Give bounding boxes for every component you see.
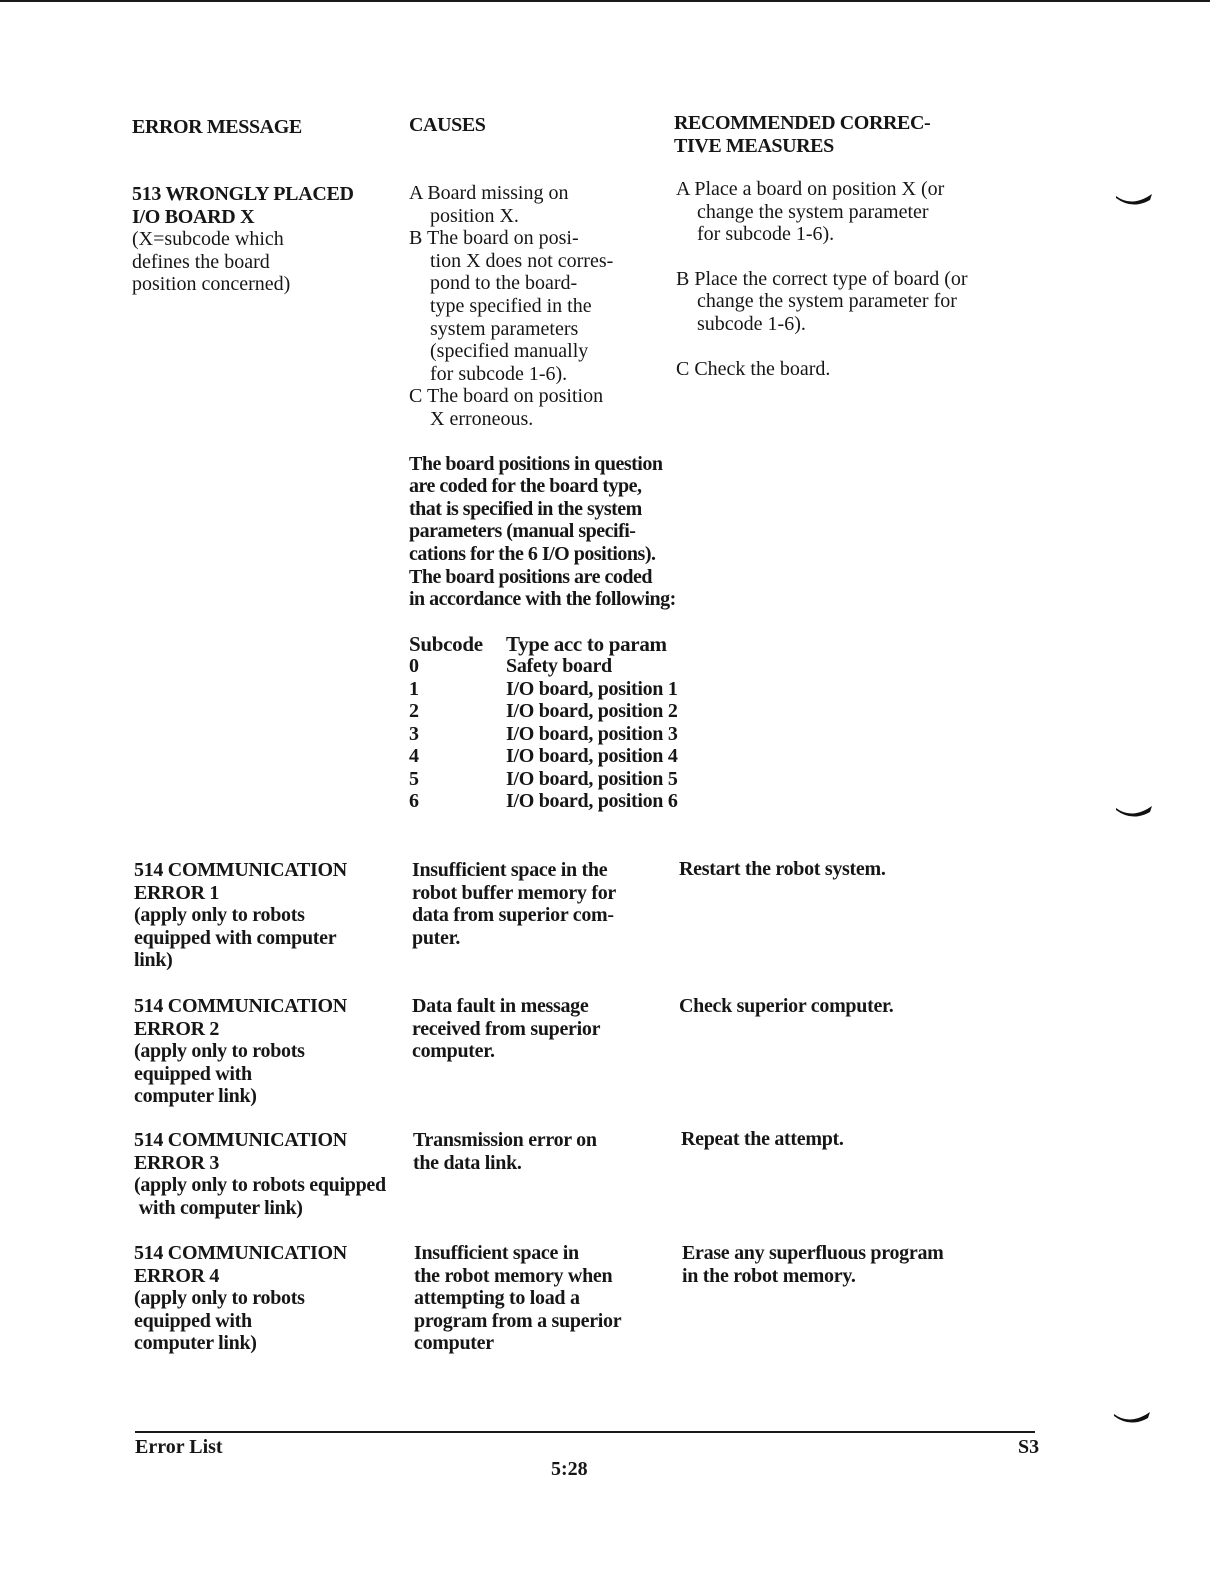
subcode-cell: 0 <box>409 655 419 678</box>
error-513-causes <box>409 182 678 813</box>
error-514-1-message <box>134 859 347 972</box>
cause-l1: Insufficient space in the <box>412 859 608 881</box>
cause-a-l1: A Board missing on <box>409 182 569 204</box>
table-row <box>409 790 678 813</box>
error-514-3-measures <box>681 1128 844 1151</box>
error-514-3-title-l2: ERROR 3 <box>134 1151 220 1174</box>
table-row <box>409 768 678 791</box>
cause-l2: the data link. <box>413 1151 522 1174</box>
table-row <box>409 700 678 723</box>
cause-a <box>409 182 678 227</box>
cause-b-l1: B The board on posi- <box>409 227 579 250</box>
subcode-cell: 6 <box>409 790 419 813</box>
measure-a-l2: change the system parameter <box>697 200 929 223</box>
measure-b-l1: B Place the correct type of board (or <box>676 267 968 290</box>
type-col-header: Type acc to param <box>506 631 667 656</box>
header-error-message: ERROR MESSAGE <box>132 116 302 138</box>
error-514-3-causes <box>413 1129 597 1174</box>
measure-l2: in the robot memory. <box>682 1264 856 1287</box>
cause-l1: Insufficient space in <box>414 1242 579 1264</box>
error-514-4-message <box>134 1242 347 1355</box>
subcode-table <box>409 633 678 813</box>
cause-l2: the robot memory when <box>414 1264 613 1287</box>
subcode-cell: 3 <box>409 722 419 745</box>
cause-b <box>409 227 678 385</box>
type-cell: I/O board, position 4 <box>506 745 678 768</box>
error-514-1-desc-l1: (apply only to robots <box>134 904 305 927</box>
top-border <box>0 0 1210 2</box>
type-cell: Safety board <box>506 655 612 678</box>
board-position-note <box>409 453 678 611</box>
header-measures-line1: RECOMMENDED CORREC- <box>674 112 931 134</box>
measure-b-l2: change the system parameter for <box>697 290 957 313</box>
measure-a-l1: A Place a board on position X (or <box>676 178 945 200</box>
subcode-cell: 2 <box>409 700 419 723</box>
error-513-desc-l2: defines the board <box>132 250 270 273</box>
cause-l5: computer <box>414 1332 494 1355</box>
type-cell: I/O board, position 5 <box>506 767 678 790</box>
note-l3: that is specified in the system <box>409 497 642 520</box>
cause-l3: computer. <box>412 1040 495 1063</box>
measure-l1: Repeat the attempt. <box>681 1128 844 1150</box>
footer-section-title: Error List <box>135 1436 223 1458</box>
cause-l3: attempting to load a <box>414 1287 580 1310</box>
cause-c-l2: X erroneous. <box>430 407 534 430</box>
error-514-3-desc-l1: (apply only to robots equipped <box>134 1174 386 1197</box>
cause-l3: data from superior com- <box>412 904 614 927</box>
type-cell: I/O board, position 1 <box>506 677 678 700</box>
cause-l2: robot buffer memory for <box>412 881 616 904</box>
measure-c-l1: C Check the board. <box>676 357 831 380</box>
table-row <box>409 723 678 746</box>
cause-b-l6: (specified manually <box>430 340 589 363</box>
cause-l1: Data fault in message <box>412 995 589 1017</box>
header-causes: CAUSES <box>409 114 486 136</box>
type-cell: I/O board, position 6 <box>506 790 678 813</box>
note-l1: The board positions in question <box>409 452 663 475</box>
error-514-2-desc-l2: equipped with <box>134 1062 252 1085</box>
error-514-2-message <box>134 995 347 1108</box>
binding-mark-icon <box>1112 1408 1152 1426</box>
error-514-2-measures <box>679 995 893 1018</box>
error-514-3-message <box>134 1129 386 1219</box>
cause-b-l5: system parameters <box>430 317 579 340</box>
subcode-cell: 5 <box>409 767 419 790</box>
error-514-1-measures <box>679 858 886 881</box>
error-514-3-desc-l2: with computer link) <box>134 1196 303 1219</box>
measure-l1: Erase any superfluous program <box>682 1242 944 1264</box>
cause-b-l4: type specified in the <box>430 294 592 317</box>
subcode-col-header: Subcode <box>409 631 483 656</box>
cause-l4: puter. <box>412 926 461 949</box>
error-514-4-title-l1: 514 COMMUNICATION <box>134 1242 347 1264</box>
cause-b-l3: pond to the board- <box>430 272 578 295</box>
error-514-4-desc-l3: computer link) <box>134 1332 257 1355</box>
error-514-1-title-l1: 514 COMMUNICATION <box>134 859 347 881</box>
cause-l1: Transmission error on <box>413 1129 597 1151</box>
error-513-message <box>132 183 354 296</box>
table-row <box>409 745 678 768</box>
table-row <box>409 655 678 678</box>
error-514-1-desc-l3: link) <box>134 949 173 972</box>
error-514-1-causes <box>412 859 616 949</box>
error-513-desc-l3: position concerned) <box>132 273 291 296</box>
page-number: 5:28 <box>551 1458 588 1480</box>
subcode-cell: 4 <box>409 745 419 768</box>
header-measures <box>674 112 930 157</box>
cause-b-l2: tion X does not corres- <box>430 249 614 272</box>
error-514-4-title-l2: ERROR 4 <box>134 1264 220 1287</box>
footer-rule <box>135 1431 1035 1433</box>
note-l2: are coded for the board type, <box>409 475 642 498</box>
error-514-2-title-l2: ERROR 2 <box>134 1017 220 1040</box>
note-l7: in accordance with the following: <box>409 588 676 611</box>
cause-c <box>409 385 678 430</box>
subcode-table-header <box>409 633 678 656</box>
measure-l1: Check superior computer. <box>679 995 894 1017</box>
error-514-4-desc-l1: (apply only to robots <box>134 1287 305 1310</box>
measure-b <box>676 268 968 336</box>
note-l6: The board positions are coded <box>409 565 652 588</box>
table-row <box>409 678 678 701</box>
error-514-2-desc-l3: computer link) <box>134 1085 257 1108</box>
subcode-cell: 1 <box>409 677 419 700</box>
note-l4: parameters (manual specifi- <box>409 520 636 543</box>
header-measures-line2: TIVE MEASURES <box>674 134 834 157</box>
error-514-1-desc-l2: equipped with computer <box>134 926 337 949</box>
type-cell: I/O board, position 3 <box>506 722 678 745</box>
error-513-title-l2: I/O BOARD X <box>132 205 255 228</box>
measure-a <box>676 178 968 246</box>
type-cell: I/O board, position 2 <box>506 700 678 723</box>
error-514-1-title-l2: ERROR 1 <box>134 881 220 904</box>
cause-l4: program from a superior <box>414 1309 622 1332</box>
cause-a-l2: position X. <box>430 204 519 227</box>
error-513-desc-l1: (X=subcode which <box>132 228 284 251</box>
error-513-title-l1: 513 WRONGLY PLACED <box>132 183 354 205</box>
note-l5: cations for the 6 I/O positions). <box>409 542 656 565</box>
error-513-measures <box>676 178 968 380</box>
cause-b-l7: for subcode 1-6). <box>430 362 568 385</box>
binding-mark-icon <box>1114 190 1154 208</box>
measure-b-l3: subcode 1-6). <box>697 312 806 335</box>
cause-c-l1: C The board on position <box>409 385 604 408</box>
measure-c <box>676 358 968 381</box>
error-514-2-desc-l1: (apply only to robots <box>134 1040 305 1063</box>
error-514-3-title-l1: 514 COMMUNICATION <box>134 1129 347 1151</box>
error-514-2-title-l1: 514 COMMUNICATION <box>134 995 347 1017</box>
cause-l2: received from superior <box>412 1017 601 1040</box>
error-514-2-causes <box>412 995 600 1063</box>
binding-mark-icon <box>1114 802 1154 820</box>
error-514-4-desc-l2: equipped with <box>134 1309 252 1332</box>
measure-a-l3: for subcode 1-6). <box>697 223 835 246</box>
footer-document-code: S3 <box>1018 1436 1040 1458</box>
measure-l1: Restart the robot system. <box>679 858 886 880</box>
error-514-4-measures <box>682 1242 944 1287</box>
error-514-4-causes <box>414 1242 621 1355</box>
